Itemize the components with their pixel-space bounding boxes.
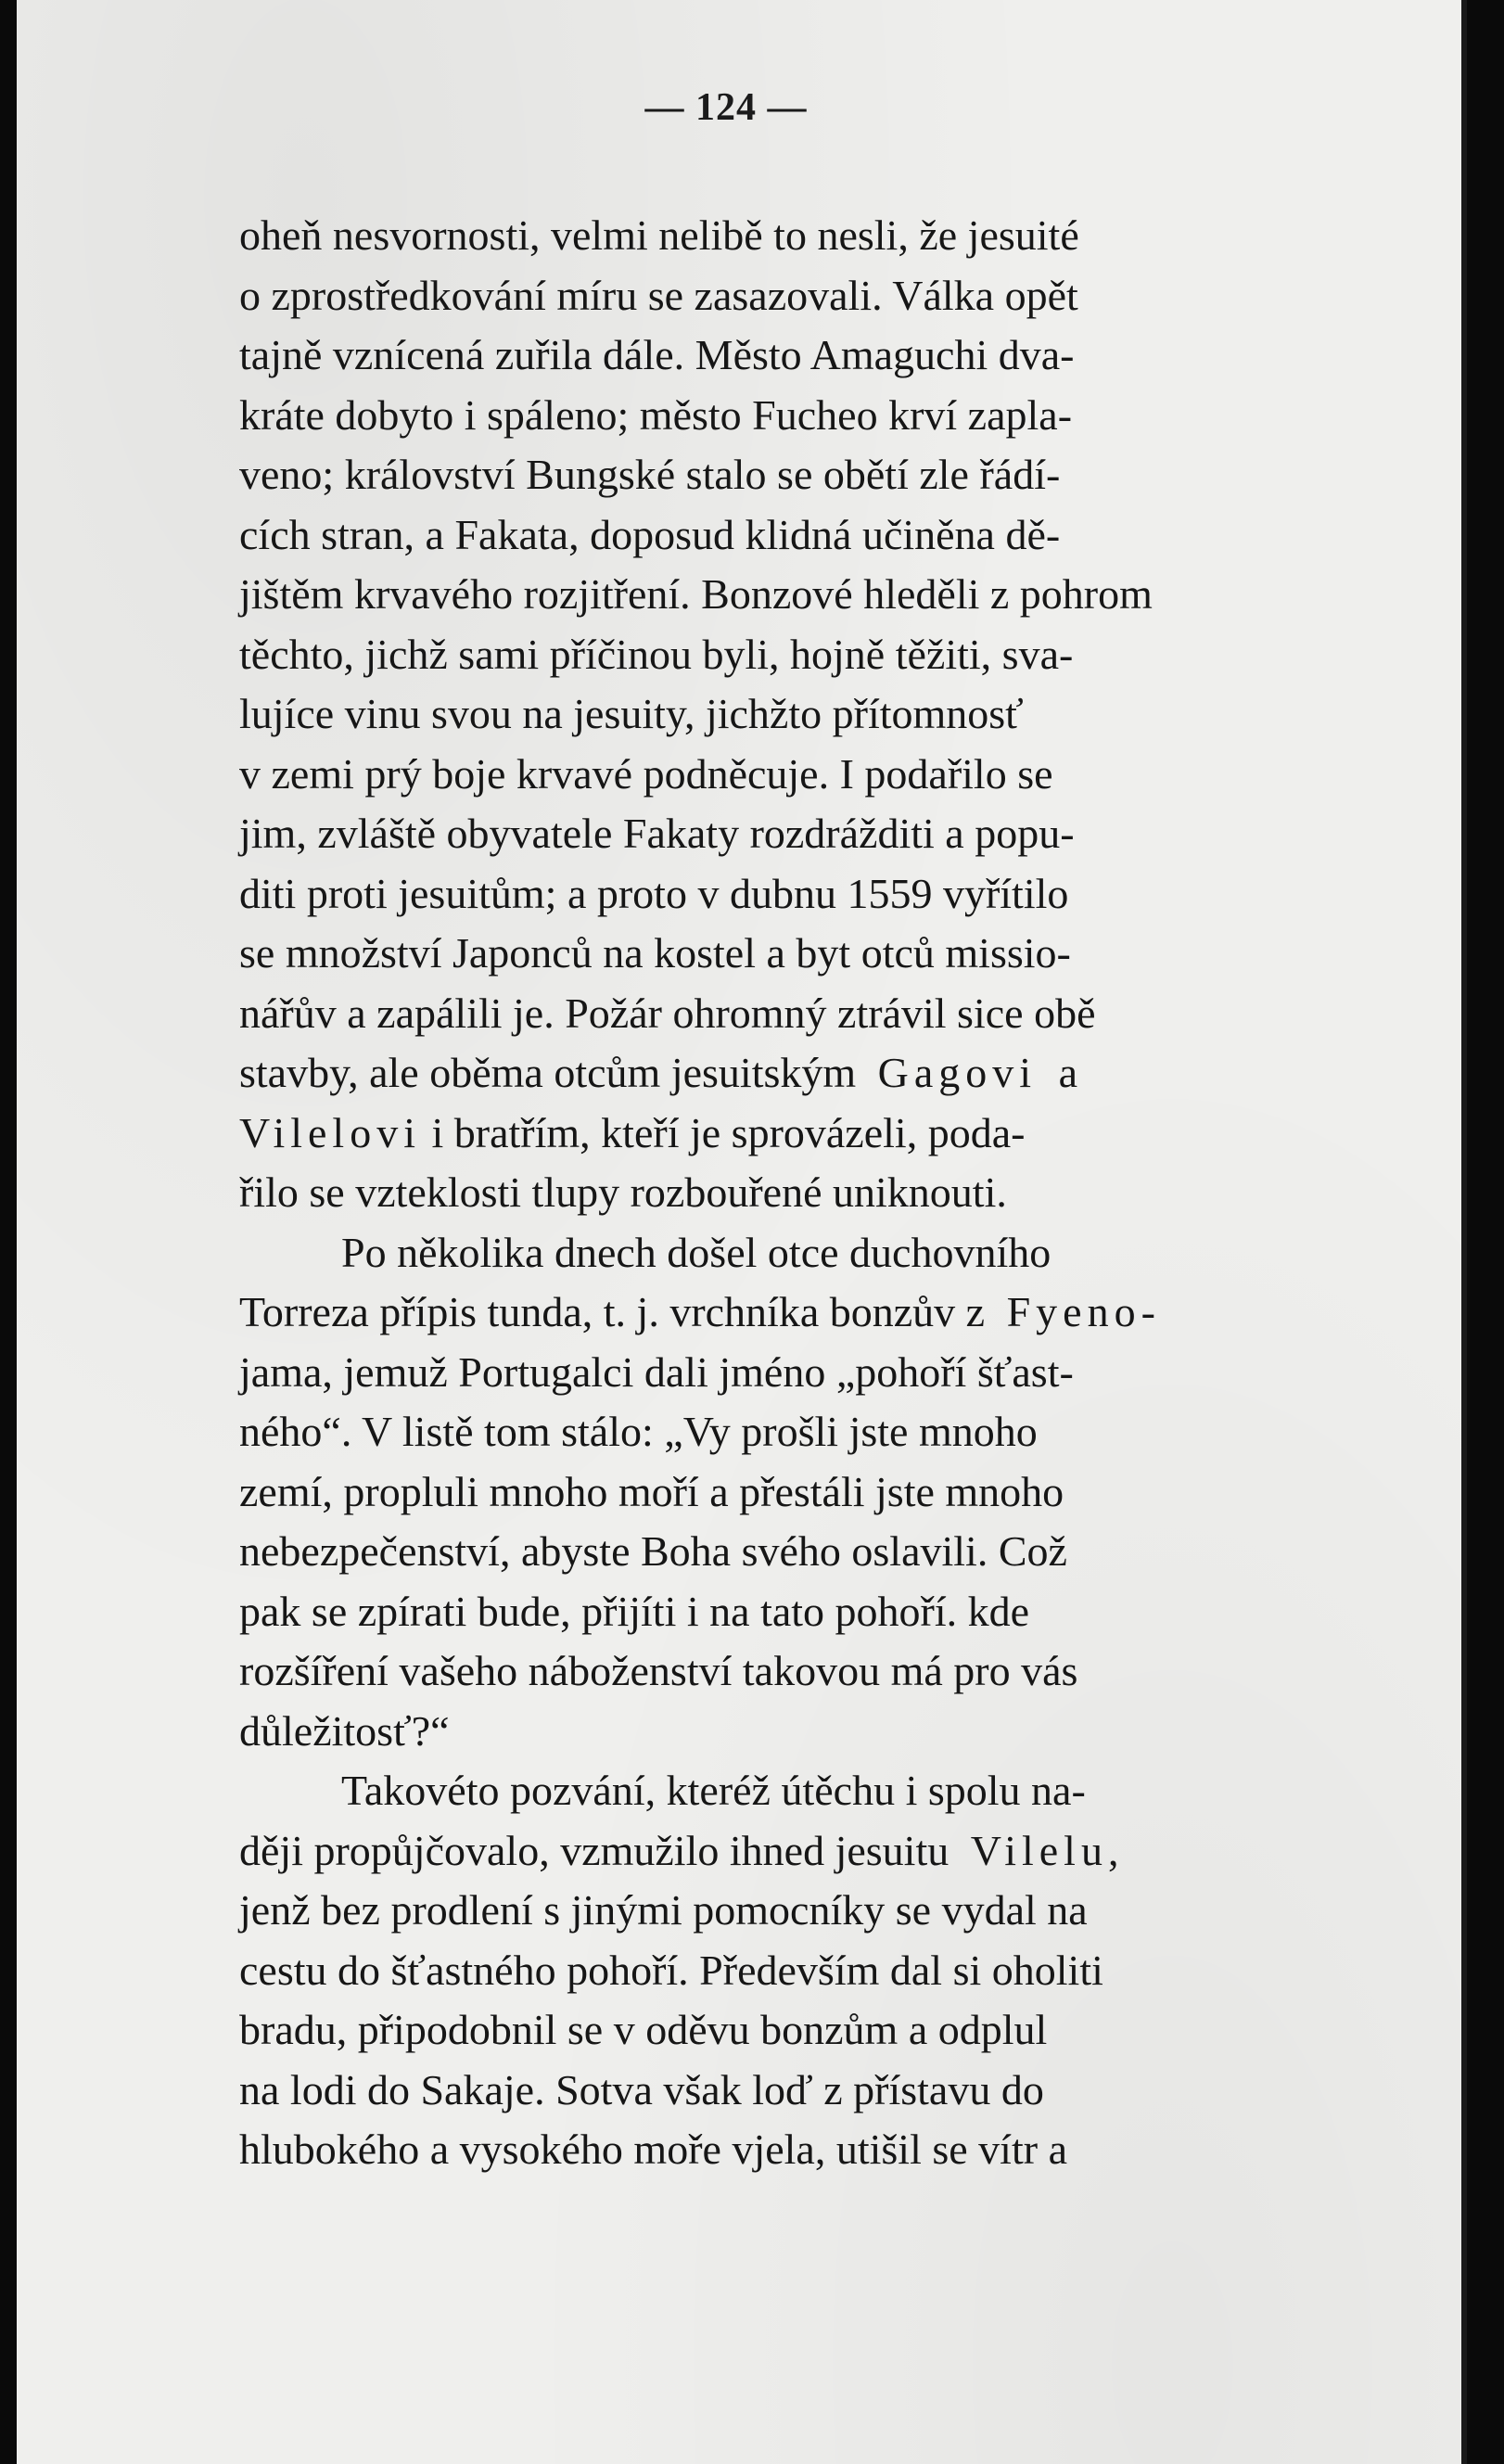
text-line: lujíce vinu svou na jesuity, jichžto přítomnosť — [239, 690, 1024, 737]
text-fragment: stavby, ale oběma otcům jesuitským — [239, 1049, 857, 1096]
text-line — [239, 1821, 1380, 1882]
text-line: důležitosť?“ — [239, 1706, 450, 1755]
text-line: nebezpečenství, abyste Boha svého oslavili. Což — [239, 1527, 1067, 1575]
text-line: cestu do šťastného pohoří. Především dal si oholiti — [239, 1946, 1103, 1994]
text-line: v zemi prý boje krvavé podněcuje. I podařilo se — [239, 749, 1053, 798]
book-page — [17, 0, 1461, 2464]
text-line: se množství Japonců na kostel a byt otců missio- — [239, 929, 1071, 977]
text-line: jenž bez prodlení s jinými pomocníky se vydal na — [239, 1886, 1088, 1934]
text-line: na lodi do Sakaje. Sotva však loď z přístavu do — [239, 2065, 1044, 2113]
text-line: o zprostředkování míru se zasazovali. Válka opět — [239, 271, 1078, 319]
text-line: tajně vznícená zuřila dále. Město Amaguchi dva- — [239, 331, 1075, 378]
spaced-name-vilelovi: Vilelovi — [239, 1108, 421, 1156]
text-line — [239, 1043, 1380, 1104]
text-line: nářův a zapálili je. Požár ohromný ztrávil sice obě — [239, 989, 1096, 1037]
text-line: jištěm krvavého rozjitření. Bonzové hleděli z pohrom — [239, 570, 1153, 618]
page-edge-shadow — [1461, 0, 1467, 2464]
text-line: jim, zvláště obyvatele Fakaty rozdrážditi a popu- — [239, 810, 1075, 857]
text-fragment: Torreza přípis tunda, t. j. vrchníka bonzův z — [239, 1288, 986, 1335]
paragraph-first-line: Takovéto pozvání, kteréž útěchu i spolu na- — [341, 1767, 1086, 1814]
text-line: řilo se vzteklosti tlupy rozbouřené uniknouti. — [239, 1168, 1007, 1216]
page-number: — 124 — — [644, 86, 808, 129]
text-line: bradu, připodobnil se v oděvu bonzům a odplul — [239, 2006, 1048, 2053]
body-text — [239, 206, 1380, 2180]
text-line: diti proti jesuitům; a proto v dubnu 1559 vyřítilo — [239, 869, 1069, 917]
text-fragment: a — [1058, 1049, 1078, 1096]
text-line: zemí, propluli mnoho moří a přestáli jste mnoho — [239, 1467, 1064, 1515]
text-line — [239, 1283, 1380, 1343]
spaced-name-gago: Gagovi — [877, 1049, 1038, 1096]
text-line — [239, 1104, 1380, 1164]
text-line: pak se zpírati bude, přijíti i na tato pohoří. kde — [239, 1587, 1030, 1635]
paragraph-first-line: Po několika dnech došel otce duchovního — [341, 1228, 1052, 1276]
text-line: rozšíření vašeho náboženství takovou má pro vás — [239, 1647, 1078, 1694]
text-line: těchto, jichž sami příčinou byli, hojně těžiti, sva- — [239, 630, 1074, 678]
text-line: veno; království Bungské stalo se obětí zle řádí- — [239, 451, 1061, 498]
text-line: ného“. V listě tom stálo: „Vy prošli jste mnoho — [239, 1408, 1038, 1455]
text-line: jama, jemuž Portugalci dali jméno „pohoří šťast- — [239, 1347, 1074, 1396]
text-line: cích stran, a Fakata, doposud klidná učiněna dě- — [239, 510, 1061, 558]
spaced-name-fyeno: Fyeno- — [1006, 1288, 1161, 1335]
text-line: hlubokého a vysokého moře vjela, utišil se vítr a — [239, 2126, 1067, 2173]
spaced-name-vilelu: Vilelu, — [970, 1826, 1125, 1874]
text-fragment: ději propůjčovalo, vzmužilo ihned jesuitu — [239, 1826, 950, 1874]
text-fragment: i bratřím, kteří je sprovázeli, poda- — [421, 1108, 1026, 1156]
text-line: oheň nesvornosti, velmi nelibě to nesli, že jesuité — [239, 211, 1079, 259]
text-line: kráte dobyto i spáleno; město Fucheo krví zapla- — [239, 390, 1073, 439]
